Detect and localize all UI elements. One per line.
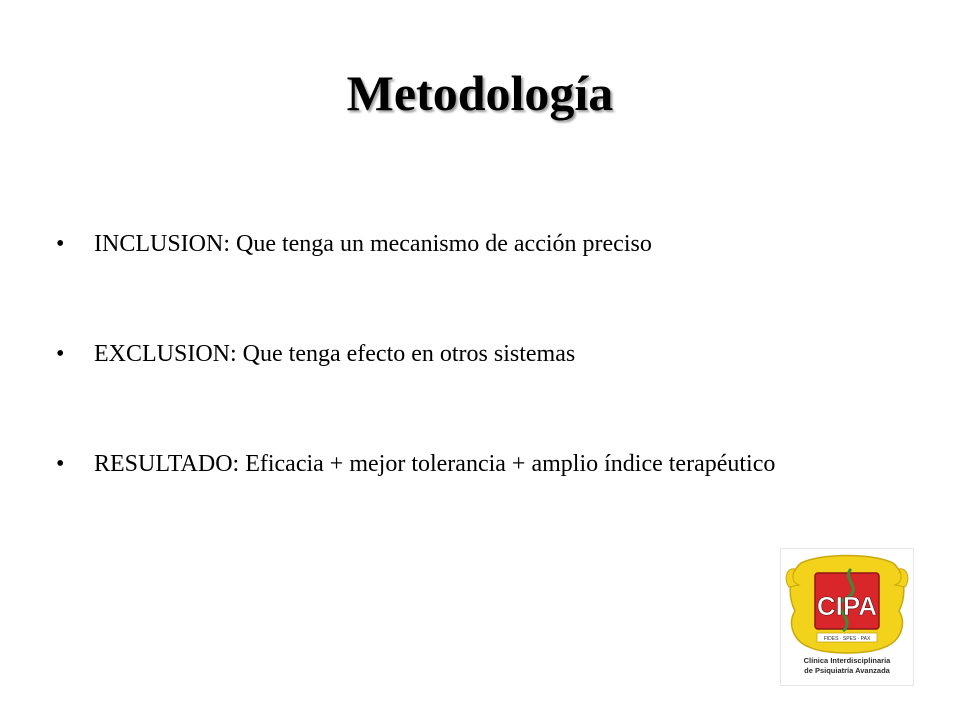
bullet-list [56, 228, 906, 480]
bullet-text: INCLUSION: Que tenga un mecanismo de acción preciso [94, 231, 652, 257]
cipa-emblem [781, 549, 913, 685]
logo-caption-line1: Clínica Interdisciplinaria [803, 656, 891, 665]
bullet-exclusion [56, 338, 906, 370]
bullet-marker: • [56, 231, 65, 257]
bullet-inclusion [56, 228, 906, 260]
cipa-logo [780, 548, 914, 686]
slide-title: Metodología [346, 65, 614, 121]
bullet-text: EXCLUSION: Que tenga efecto en otros sistemas [94, 341, 576, 367]
emblem-text: CIPA [816, 591, 878, 621]
bullet-marker: • [56, 341, 65, 367]
bullet-resultado [56, 448, 906, 480]
bullet-marker: • [56, 451, 65, 477]
motto-text: FIDES · SPES · PAX [823, 636, 871, 642]
bullet-text: RESULTADO: Eficacia + mejor tolerancia + amplio índice terapéutico [94, 451, 776, 477]
logo-caption-line2: de Psiquiatría Avanzada [804, 666, 890, 675]
